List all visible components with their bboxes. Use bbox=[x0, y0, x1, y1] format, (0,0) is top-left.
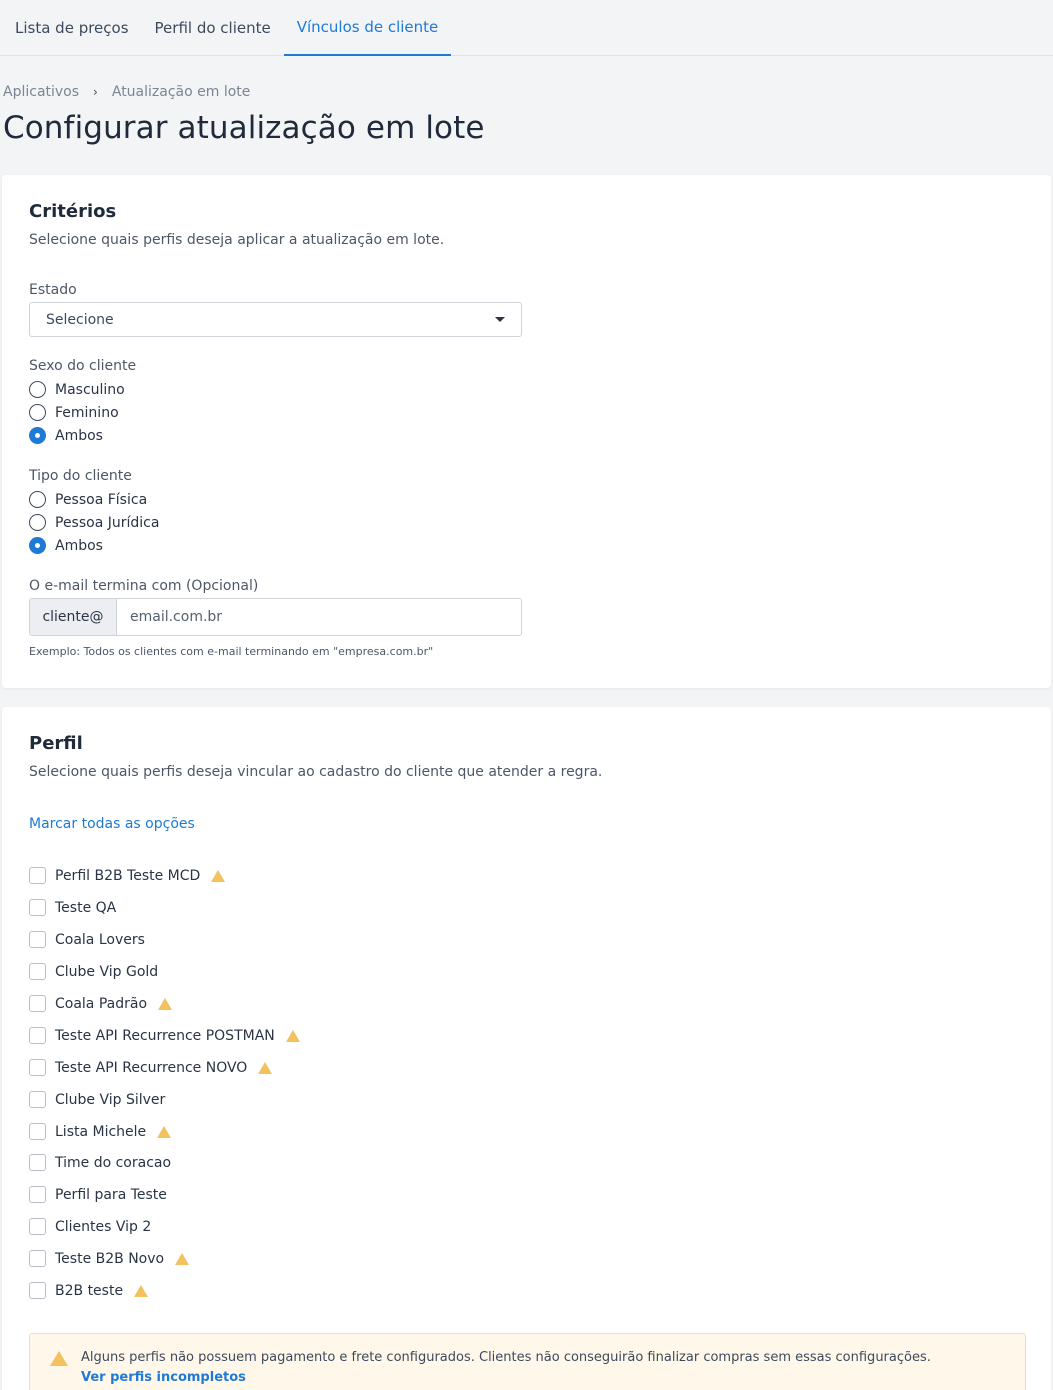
checkbox[interactable] bbox=[29, 1059, 46, 1076]
checkbox[interactable] bbox=[29, 1186, 46, 1203]
checkbox[interactable] bbox=[29, 1123, 46, 1140]
warning-icon bbox=[158, 998, 172, 1010]
state-select-value: Selecione bbox=[46, 311, 114, 328]
profile-card bbox=[2, 707, 1051, 1390]
gender-label: Sexo do cliente bbox=[29, 358, 137, 374]
profile-item-label: Clube Vip Gold bbox=[55, 963, 159, 980]
checkbox[interactable] bbox=[29, 1154, 46, 1171]
chevron-right-icon: › bbox=[93, 85, 98, 99]
criteria-title: Critérios bbox=[29, 201, 117, 222]
profile-item-label: Teste B2B Novo bbox=[55, 1250, 165, 1267]
tab-client-links[interactable]: Vínculos de cliente bbox=[284, 0, 452, 56]
email-hint: Exemplo: Todos os clientes com e-mail terminando em "empresa.com.br" bbox=[29, 645, 434, 658]
email-domain-input[interactable] bbox=[117, 599, 521, 635]
profile-title: Perfil bbox=[29, 733, 83, 754]
state-label: Estado bbox=[29, 282, 77, 298]
profile-item-label: B2B teste bbox=[55, 1282, 124, 1299]
radio-button-checked[interactable] bbox=[29, 427, 46, 444]
profile-item[interactable] bbox=[29, 1027, 300, 1044]
radio-button[interactable] bbox=[29, 491, 46, 508]
radio-label: Ambos bbox=[55, 537, 103, 554]
incomplete-profiles-alert bbox=[29, 1333, 1026, 1390]
radio-label: Masculino bbox=[55, 381, 125, 398]
gender-option-male[interactable] bbox=[29, 381, 125, 398]
warning-icon bbox=[50, 1351, 68, 1366]
radio-label: Pessoa Física bbox=[55, 491, 148, 508]
profile-item-label: Perfil B2B Teste MCD bbox=[55, 867, 201, 884]
page-title: Configurar atualização em lote bbox=[3, 110, 485, 146]
profile-item[interactable] bbox=[29, 931, 145, 948]
warning-icon bbox=[286, 1030, 300, 1042]
warning-icon bbox=[211, 870, 225, 882]
checkbox[interactable] bbox=[29, 867, 46, 884]
warning-icon bbox=[157, 1126, 171, 1138]
profile-item[interactable] bbox=[29, 1186, 167, 1203]
alert-text: Alguns perfis não possuem pagamento e frete configurados. Clientes não conseguirão finalizar compras sem essas configurações. bbox=[81, 1350, 931, 1365]
client-type-label: Tipo do cliente bbox=[29, 468, 132, 484]
view-incomplete-profiles-link[interactable]: Ver perfis incompletos bbox=[81, 1370, 246, 1385]
client-type-option-both[interactable] bbox=[29, 537, 103, 554]
checkbox[interactable] bbox=[29, 1250, 46, 1267]
select-all-link[interactable]: Marcar todas as opções bbox=[29, 816, 195, 832]
profile-item[interactable] bbox=[29, 1091, 165, 1108]
criteria-card bbox=[2, 175, 1051, 688]
caret-down-icon bbox=[495, 317, 505, 322]
breadcrumb-current: Atualização em lote bbox=[111, 84, 251, 100]
profile-item-label: Coala Padrão bbox=[55, 995, 148, 1012]
radio-button[interactable] bbox=[29, 514, 46, 531]
checkbox[interactable] bbox=[29, 899, 46, 916]
profile-item[interactable] bbox=[29, 1250, 189, 1267]
email-input-group bbox=[29, 598, 522, 636]
radio-button[interactable] bbox=[29, 404, 46, 421]
profile-item-label: Coala Lovers bbox=[55, 931, 145, 948]
email-prefix: cliente@ bbox=[30, 599, 117, 635]
profile-item[interactable] bbox=[29, 963, 158, 980]
tab-price-list[interactable]: Lista de preços bbox=[15, 19, 129, 37]
warning-icon bbox=[134, 1285, 148, 1297]
profile-item[interactable] bbox=[29, 1123, 171, 1140]
profile-item-label: Time do coracao bbox=[55, 1154, 172, 1171]
tab-client-profile[interactable]: Perfil do cliente bbox=[154, 19, 271, 37]
client-type-option-individual[interactable] bbox=[29, 491, 147, 508]
radio-label: Feminino bbox=[55, 404, 119, 421]
checkbox[interactable] bbox=[29, 1091, 46, 1108]
profile-item-label: Perfil para Teste bbox=[55, 1186, 167, 1203]
profile-item-label: Teste API Recurrence NOVO bbox=[55, 1059, 248, 1076]
checkbox[interactable] bbox=[29, 995, 46, 1012]
profile-item[interactable] bbox=[29, 1218, 151, 1235]
checkbox[interactable] bbox=[29, 1282, 46, 1299]
state-select[interactable] bbox=[29, 302, 522, 337]
checkbox[interactable] bbox=[29, 931, 46, 948]
profile-description: Selecione quais perfis deseja vincular ao cadastro do cliente que atender a regra. bbox=[29, 764, 603, 780]
radio-label: Ambos bbox=[55, 427, 103, 444]
profile-item-label: Lista Michele bbox=[55, 1123, 147, 1140]
email-label: O e-mail termina com (Opcional) bbox=[29, 578, 259, 594]
profile-item-label: Teste API Recurrence POSTMAN bbox=[55, 1027, 275, 1044]
profile-item[interactable] bbox=[29, 1282, 148, 1299]
radio-button[interactable] bbox=[29, 381, 46, 398]
gender-option-both[interactable] bbox=[29, 427, 103, 444]
breadcrumb-root[interactable]: Aplicativos bbox=[3, 84, 80, 100]
checkbox[interactable] bbox=[29, 1027, 46, 1044]
profile-item-label: Clientes Vip 2 bbox=[55, 1218, 152, 1235]
profile-item[interactable] bbox=[29, 1154, 171, 1171]
radio-button-checked[interactable] bbox=[29, 537, 46, 554]
checkbox[interactable] bbox=[29, 1218, 46, 1235]
client-type-option-company[interactable] bbox=[29, 514, 159, 531]
tab-bar bbox=[0, 0, 1053, 56]
breadcrumb bbox=[3, 84, 250, 100]
warning-icon bbox=[258, 1062, 272, 1074]
profile-item-label: Clube Vip Silver bbox=[55, 1091, 166, 1108]
profile-item[interactable] bbox=[29, 1059, 272, 1076]
radio-label: Pessoa Jurídica bbox=[55, 514, 160, 531]
profile-item[interactable] bbox=[29, 867, 225, 884]
profile-item[interactable] bbox=[29, 899, 116, 916]
gender-option-female[interactable] bbox=[29, 404, 119, 421]
profile-item[interactable] bbox=[29, 995, 172, 1012]
profile-item-label: Teste QA bbox=[55, 899, 117, 916]
checkbox[interactable] bbox=[29, 963, 46, 980]
warning-icon bbox=[175, 1253, 189, 1265]
criteria-description: Selecione quais perfis deseja aplicar a atualização em lote. bbox=[29, 232, 445, 248]
